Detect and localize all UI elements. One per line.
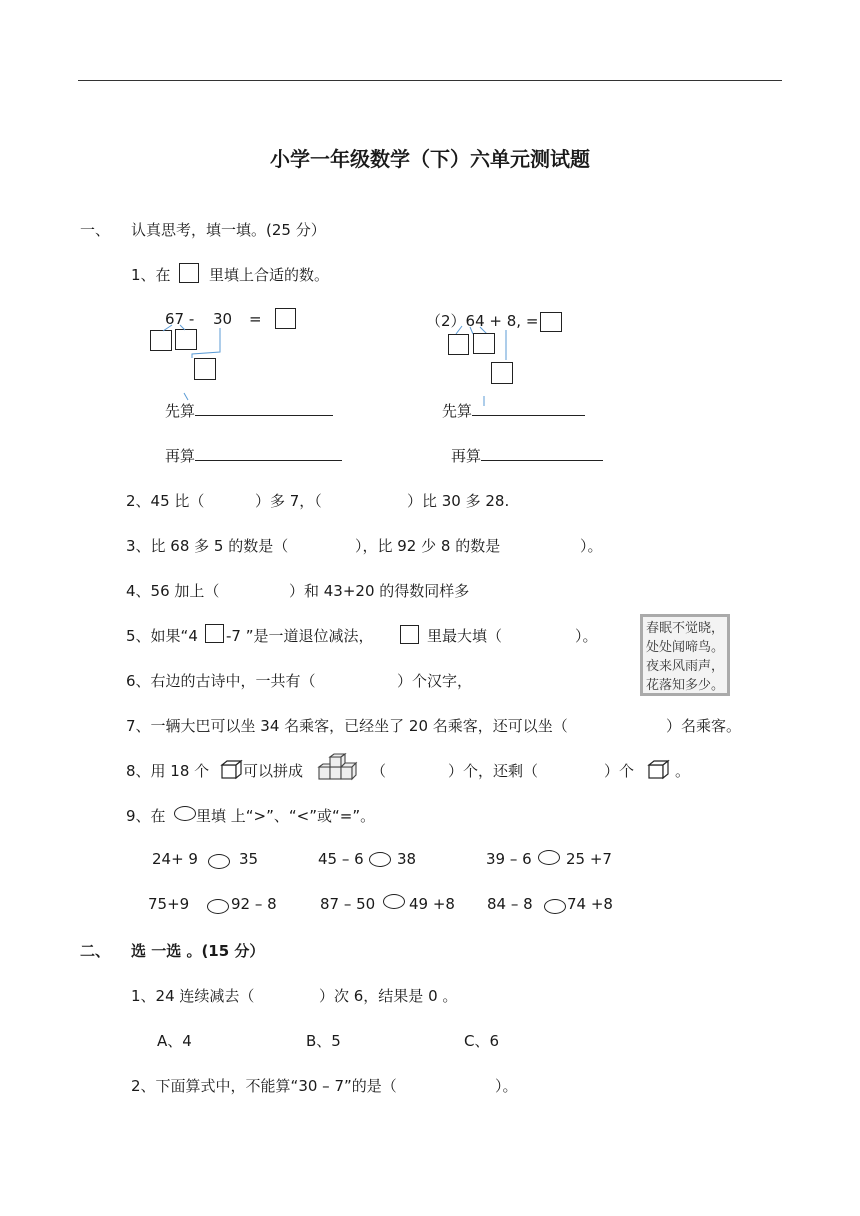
compare-left: 87 – 50	[320, 895, 376, 913]
q7-part-1: 7、一辆大巴可以坐 34 名乘客，已经坐了 20 名乘客，还可以坐（	[126, 717, 568, 735]
q5-part-4: ）。	[575, 627, 598, 645]
q5-part-3: 里最大填（	[427, 627, 503, 645]
q1-suffix: 里填上合适的数。	[209, 266, 330, 284]
compare-left: 24+ 9	[152, 850, 198, 868]
compare-oval[interactable]	[208, 854, 230, 869]
then-step-label: 再算	[451, 445, 603, 466]
answer-box[interactable]	[540, 312, 562, 332]
q8-part-5: ）个	[604, 762, 635, 780]
q4-part-2: ）和 43+20 的得数同样多	[289, 582, 470, 600]
compare-right: 92 – 8	[231, 895, 277, 913]
poem-image	[640, 614, 730, 696]
q8-part-2: 可以拼成	[243, 762, 304, 780]
section-2-heading: 选 一选 。(15 分）	[131, 942, 265, 960]
section-1-heading: 认真思考，填一填。(25 分）	[131, 221, 326, 239]
poem-line: 花落知多少。	[646, 678, 725, 693]
poem-line: 处处闻啼鸟。	[646, 640, 725, 655]
compare-right: 35	[239, 850, 259, 868]
then-step-blank[interactable]	[195, 460, 342, 461]
compare-oval[interactable]	[369, 852, 391, 867]
s2-q2-part-1: 2、下面算式中，不能算“30 – 7”的是（	[131, 1077, 397, 1095]
s2-q1-part-2: ）次 6，结果是 0 。	[319, 987, 458, 1005]
q8-part-6: 。	[675, 762, 691, 780]
then-step-label: 再算	[165, 445, 342, 466]
digit-box-ref	[400, 625, 419, 644]
split-box[interactable]	[448, 334, 469, 355]
step-box[interactable]	[491, 362, 513, 384]
compare-oval[interactable]	[383, 894, 405, 909]
cube-icon	[221, 760, 243, 780]
s2-q1-part-1: 1、24 连续减去（	[131, 987, 255, 1005]
compare-left: 84 – 8	[487, 895, 533, 913]
q8-part-3: （	[371, 762, 387, 780]
q5-part-1: 5、如果“4	[126, 627, 198, 645]
first-step-label: 先算	[165, 400, 333, 421]
compare-oval[interactable]	[544, 899, 566, 914]
q5-part-2: -7 ”是一道退位减法，	[226, 627, 374, 645]
q6-part-1: 6、右边的古诗中，一共有（	[126, 672, 316, 690]
q6-part-2: ）个汉字，	[397, 672, 473, 690]
section-2-number: 二、	[80, 942, 111, 960]
compare-oval[interactable]	[207, 899, 229, 914]
digit-box[interactable]	[205, 624, 224, 643]
compare-right: 38	[397, 850, 417, 868]
cube-stack-icon	[317, 753, 357, 783]
poem-line: 夜来风雨声，	[646, 659, 725, 674]
compare-left: 39 – 6	[486, 850, 532, 868]
q7-part-2: ）名乘客。	[666, 717, 742, 735]
compare-right: 49 +8	[409, 895, 455, 913]
s2-q2-part-2: ）。	[495, 1077, 518, 1095]
first-step-blank[interactable]	[472, 415, 585, 416]
q8-part-1: 8、用 18 个	[126, 762, 210, 780]
compare-left: 75+9	[148, 895, 190, 913]
then-step-blank[interactable]	[481, 460, 603, 461]
expr-right: （2）64 + 8, =	[426, 312, 539, 330]
q4-part-1: 4、56 加上（	[126, 582, 220, 600]
compare-right: 74 +8	[567, 895, 613, 913]
section-1-number: 一、	[80, 221, 111, 239]
q8-part-4: ）个，还剩（	[448, 762, 539, 780]
q3-part-3: ）。	[580, 537, 603, 555]
compare-oval[interactable]	[538, 850, 560, 865]
compare-left: 45 – 6	[318, 850, 364, 868]
cube-icon	[648, 760, 670, 780]
option-a[interactable]: A、4	[157, 1032, 192, 1050]
page-title: 小学一年级数学（下）六单元测试题	[270, 147, 590, 171]
option-c[interactable]: C、6	[464, 1032, 500, 1050]
split-box[interactable]	[473, 333, 495, 354]
poem-line: 春眠不觉晓，	[646, 621, 725, 636]
option-b[interactable]: B、5	[306, 1032, 341, 1050]
q2-part-2: ）多 7，（	[255, 492, 322, 510]
expr-equals: =	[249, 310, 262, 328]
expr-part-b: 30	[213, 310, 233, 328]
compare-oval-ref	[174, 806, 196, 821]
first-step-label: 先算	[442, 400, 585, 421]
q1-prefix: 1、在	[131, 266, 171, 284]
expr-part-a: 67 -	[165, 310, 195, 328]
q9-part-1: 9、在	[126, 807, 166, 825]
q2-part-1: 2、45 比（	[126, 492, 205, 510]
q2-part-3: ）比 30 多 28.	[407, 492, 510, 510]
q9-part-2: 里填 上“>”、“<”或“=”。	[196, 807, 376, 825]
q3-part-2: ），比 92 少 8 的数是	[355, 537, 501, 555]
first-step-blank[interactable]	[195, 415, 333, 416]
compare-right: 25 +7	[566, 850, 612, 868]
q3-part-1: 3、比 68 多 5 的数是（	[126, 537, 289, 555]
